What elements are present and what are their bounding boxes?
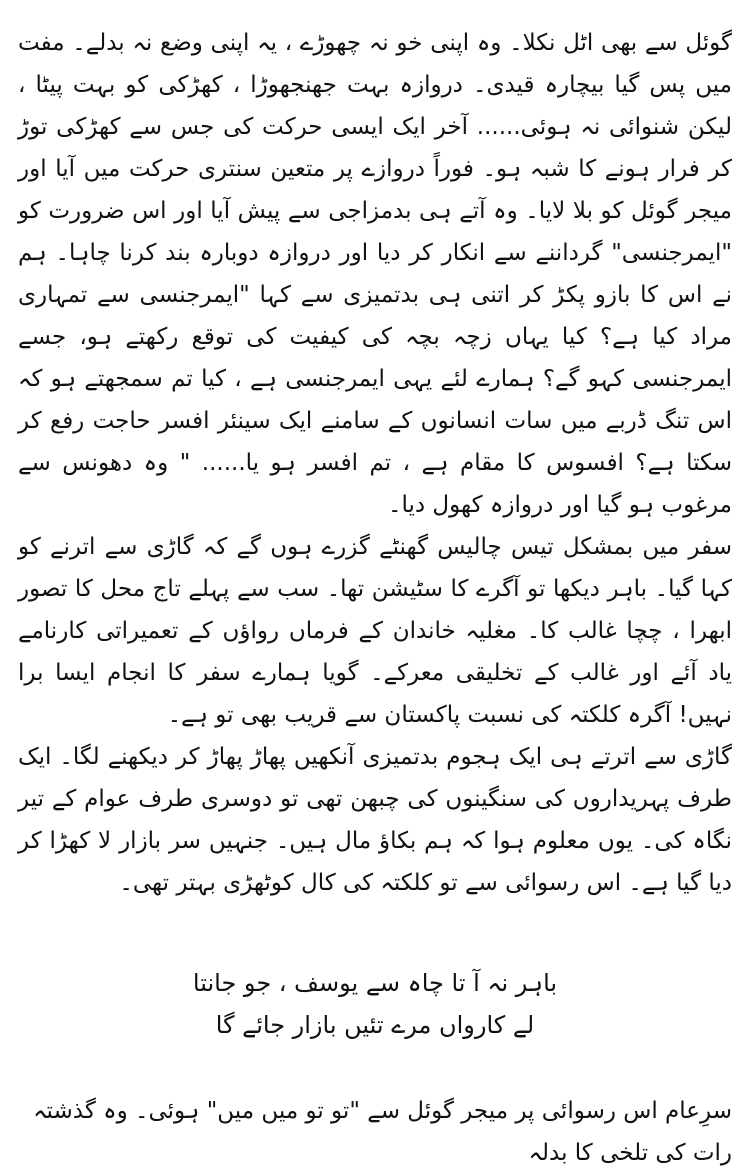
paragraph-1: گوئل سے بھی اٹل نکلا۔ وہ اپنی خو نہ چھوڑے ، یہ اپنی وضع نہ بدلے۔ مفت میں پس گیا بیچارہ قیدی۔ دروازہ بہت جھنجھوڑا ، کھڑکی کو بہت پیٹا ، لیکن شنوائی نہ ہوئی...... آخر ایک ایسی حرکت کی جس سے کھڑکی توڑ کر فرار ہونے کا شبہ ہو۔ فوراً دروازے پر متعین سنتری حرکت میں آیا اور میجر گوئل کو بلا لایا۔ وہ آتے ہی بدمزاجی سے پیش آیا اور اس ضرورت کو "ایمرجنسی" گرداننے سے انکار کر دیا اور دروازہ دوبارہ بند کرنا چاہا۔ ہم نے اس کا بازو پکڑ کر اتنی ہی بدتمیزی سے کہا "ایمرجنسی سے تمہاری مراد کیا ہے؟ کیا یہاں زچہ بچہ کی کیفیت کی توقع رکھتے ہو، جسے ایمرجنسی کہو گے؟ ہمارے لئے یہی ایمرجنسی ہے ، کیا تم سمجھتے ہو کہ اس تنگ ڈربے میں سات انسانوں کے سامنے ایک سینئر افسر حاجت رفع کر سکتا ہے؟ افسوس کا مقام ہے ، تم افسر ہو یا...... " وہ دھونس سے مرغوب ہو گیا اور دروازہ کھول دیا۔: [18, 30, 732, 518]
closing-line: سرِعام اس رسوائی پر میجر گوئل سے "تو تو میں میں" ہوئی۔ وہ گذشتہ رات کی تلخی کا بدلہ: [33, 1098, 732, 1166]
poem-couplet: [18, 962, 732, 1046]
poem-line-1: باہر نہ آ تا چاہ سے یوسف ، جو جانتا: [192, 969, 558, 997]
paragraph-3: گاڑی سے اترتے ہی ایک ہجوم بدتمیزی آنکھیں پھاڑ پھاڑ کر دیکھنے لگا۔ ایک طرف پہریداروں کی سنگینوں کی چبھن تھی تو دوسری طرف عوام کے تیر نگاہ کی۔ یوں معلوم ہوا کہ ہم بکاؤ مال ہیں۔ جنہیں سر بازار لا کھڑا کر دیا گیا ہے۔ اس رسوائی سے تو کلکتہ کی کال کوٹھڑی بہتر تھی۔: [18, 744, 732, 896]
paragraph-2: سفر میں بمشکل تیس چالیس گھنٹے گزرے ہوں گے کہ گاڑی سے اترنے کو کہا گیا۔ باہر دیکھا تو آگرے کا سٹیشن تھا۔ سب سے پہلے تاج محل کا تصور ابھرا ، چچا غالب کا۔ مغلیہ خاندان کے فرماں رواؤں کے تعمیراتی کارنامے یاد آئے اور غالب کے تخلیقی معرکے۔ گویا ہمارے سفر کا انجام ایسا برا نہیں! آگرہ کلکتہ کی نسبت پاکستان سے قریب بھی تو ہے۔: [18, 534, 732, 728]
poem-line-2: لے کارواں مرے تئیں بازار جائے گا: [215, 1011, 535, 1039]
